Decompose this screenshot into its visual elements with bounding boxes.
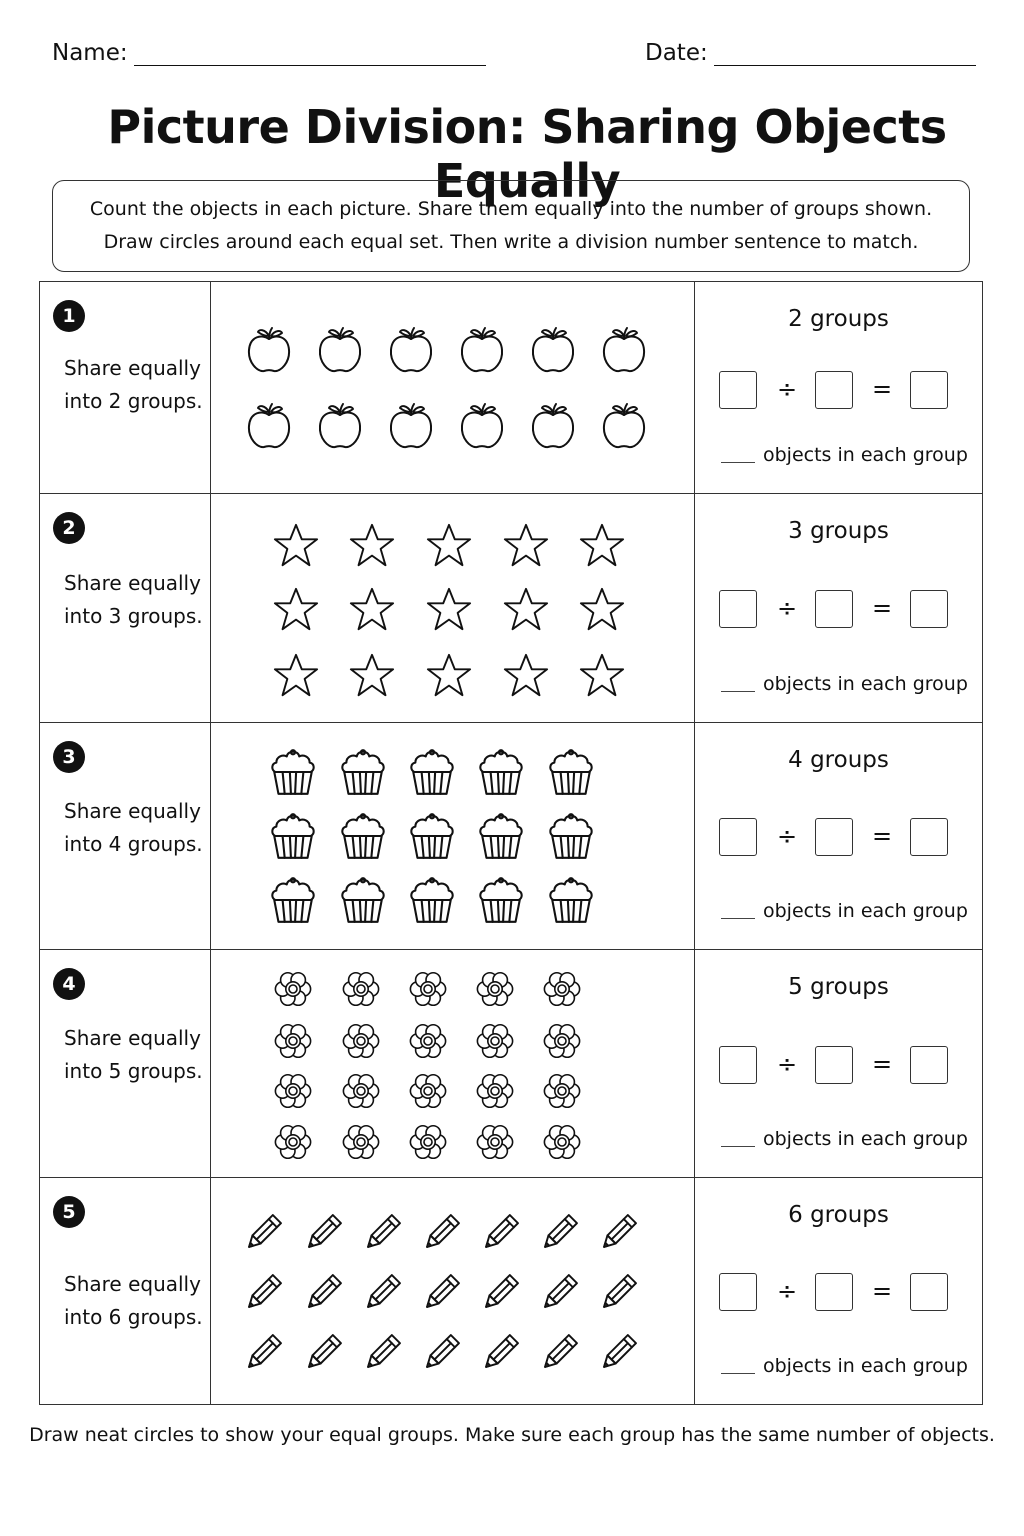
flower-icon <box>341 1122 381 1162</box>
star-icon <box>578 522 626 570</box>
flower-icon <box>273 1122 313 1162</box>
cupcake-icon <box>406 746 458 798</box>
answer-cell <box>695 1178 983 1405</box>
dividend-box[interactable] <box>719 1273 757 1311</box>
instruction-line-1: Share equally <box>64 571 201 595</box>
flower-icon <box>273 969 313 1009</box>
pencil-icon <box>536 1208 584 1256</box>
problem-row-4 <box>40 950 983 1178</box>
quotient-box[interactable] <box>910 1046 948 1084</box>
pencil-icon <box>595 1208 643 1256</box>
pencil-icon <box>240 1328 288 1376</box>
problem-instruction-cell <box>40 950 211 1178</box>
problem-instruction-cell <box>40 494 211 723</box>
problem-instruction <box>64 567 203 633</box>
star-icon <box>348 586 396 634</box>
flower-icon <box>408 1071 448 1111</box>
flower-icon <box>542 969 582 1009</box>
pencil-icon <box>300 1328 348 1376</box>
quotient-box[interactable] <box>910 1273 948 1311</box>
quotient-box[interactable] <box>910 371 948 409</box>
divide-sign: ÷ <box>776 822 798 850</box>
pencil-icon <box>240 1208 288 1256</box>
apple-icon <box>386 400 436 450</box>
pencil-icon <box>359 1328 407 1376</box>
apple-icon <box>244 324 294 374</box>
divisor-box[interactable] <box>815 818 853 856</box>
divisor-box[interactable] <box>815 371 853 409</box>
cupcake-icon <box>406 874 458 926</box>
star-icon <box>502 652 550 700</box>
objects-each-group <box>721 1128 968 1150</box>
pencil-icon <box>418 1208 466 1256</box>
star-icon <box>502 522 550 570</box>
apple-icon <box>528 400 578 450</box>
equals-sign: = <box>871 594 893 622</box>
flower-icon <box>341 969 381 1009</box>
problem-number-badge: 3 <box>53 741 85 773</box>
instruction-line-1: Share equally <box>64 799 201 823</box>
flower-icon <box>475 1122 515 1162</box>
problem-instruction-cell <box>40 282 211 494</box>
instruction-line-1: Share equally <box>64 1272 201 1296</box>
date-field[interactable] <box>645 40 976 66</box>
instructions-line-2: Draw circles around each equal set. Then write a division number sentence to match. <box>103 231 919 253</box>
star-icon <box>425 586 473 634</box>
picture-cell[interactable] <box>211 1178 695 1405</box>
dividend-box[interactable] <box>719 590 757 628</box>
name-line[interactable] <box>134 41 486 66</box>
pencil-icon <box>477 1328 525 1376</box>
pencil-icon <box>418 1328 466 1376</box>
pencil-icon <box>418 1268 466 1316</box>
apple-icon <box>599 324 649 374</box>
pencil-icon <box>595 1328 643 1376</box>
picture-area[interactable] <box>211 282 694 493</box>
picture-cell[interactable] <box>211 282 695 494</box>
picture-area[interactable] <box>211 494 694 722</box>
cupcake-icon <box>545 746 597 798</box>
star-icon <box>272 652 320 700</box>
instruction-line-1: Share equally <box>64 356 201 380</box>
apple-icon <box>315 324 365 374</box>
problem-number-badge: 1 <box>53 300 85 332</box>
pencil-icon <box>477 1268 525 1316</box>
instruction-line-2: into 4 groups. <box>64 832 203 856</box>
picture-area[interactable] <box>211 723 694 949</box>
cupcake-icon <box>475 874 527 926</box>
cupcake-icon <box>337 810 389 862</box>
picture-cell[interactable] <box>211 723 695 950</box>
objects-each-group-label: objects in each group <box>763 444 968 466</box>
problem-instruction <box>64 1022 203 1088</box>
flower-icon <box>542 1071 582 1111</box>
dividend-box[interactable] <box>719 1046 757 1084</box>
instruction-line-2: into 3 groups. <box>64 604 203 628</box>
flower-icon <box>341 1071 381 1111</box>
pencil-icon <box>359 1208 407 1256</box>
answer-blank[interactable] <box>721 1146 755 1147</box>
picture-cell[interactable] <box>211 494 695 723</box>
star-icon <box>425 652 473 700</box>
flower-icon <box>273 1021 313 1061</box>
cupcake-icon <box>545 874 597 926</box>
equals-sign: = <box>871 822 893 850</box>
star-icon <box>578 586 626 634</box>
flower-icon <box>408 1122 448 1162</box>
picture-cell[interactable] <box>211 950 695 1178</box>
pencil-icon <box>536 1268 584 1316</box>
name-field[interactable] <box>52 40 486 66</box>
problem-instruction <box>64 352 203 418</box>
flower-icon <box>475 1071 515 1111</box>
problem-instruction-cell <box>40 1178 211 1405</box>
groups-label: 3 groups <box>788 518 889 544</box>
cupcake-icon <box>267 874 319 926</box>
flower-icon <box>273 1071 313 1111</box>
objects-each-group-label: objects in each group <box>763 1355 968 1377</box>
problem-row-5 <box>40 1178 983 1405</box>
problem-instruction <box>64 1268 203 1334</box>
answer-blank[interactable] <box>721 691 755 692</box>
dividend-box[interactable] <box>719 818 757 856</box>
flower-icon <box>408 1021 448 1061</box>
problem-number-badge: 2 <box>53 512 85 544</box>
cupcake-icon <box>475 810 527 862</box>
pencil-icon <box>359 1268 407 1316</box>
star-icon <box>502 586 550 634</box>
instruction-line-1: Share equally <box>64 1026 201 1050</box>
page-title: Picture Division: Sharing Objects Equally <box>107 100 947 208</box>
divide-sign: ÷ <box>776 594 798 622</box>
problem-instruction <box>64 795 203 861</box>
divisor-box[interactable] <box>815 1046 853 1084</box>
pencil-icon <box>240 1268 288 1316</box>
flower-icon <box>542 1021 582 1061</box>
flower-icon <box>475 1021 515 1061</box>
objects-each-group <box>721 900 968 922</box>
objects-each-group <box>721 444 968 466</box>
instruction-line-2: into 6 groups. <box>64 1305 203 1329</box>
date-line[interactable] <box>714 41 976 66</box>
equals-sign: = <box>871 375 893 403</box>
cupcake-icon <box>337 746 389 798</box>
answer-cell <box>695 282 983 494</box>
flower-icon <box>475 969 515 1009</box>
date-label: Date: <box>645 40 708 66</box>
problem-instruction-cell <box>40 723 211 950</box>
equals-sign: = <box>871 1277 893 1305</box>
star-icon <box>425 522 473 570</box>
apple-icon <box>528 324 578 374</box>
cupcake-icon <box>545 810 597 862</box>
cupcake-icon <box>337 874 389 926</box>
dividend-box[interactable] <box>719 371 757 409</box>
divide-sign: ÷ <box>776 1050 798 1078</box>
quotient-box[interactable] <box>910 818 948 856</box>
instructions-box <box>52 180 970 272</box>
star-icon <box>348 652 396 700</box>
cupcake-icon <box>475 746 527 798</box>
objects-each-group-label: objects in each group <box>763 1128 968 1150</box>
pencil-icon <box>477 1208 525 1256</box>
footer-note: Draw neat circles to show your equal groups. Make sure each group has the same number of objects. <box>29 1424 995 1446</box>
problem-number-badge: 5 <box>53 1196 85 1228</box>
star-icon <box>272 586 320 634</box>
problem-row-3 <box>40 723 983 950</box>
objects-each-group <box>721 1355 968 1377</box>
instruction-line-2: into 2 groups. <box>64 389 203 413</box>
instruction-line-2: into 5 groups. <box>64 1059 203 1083</box>
divide-sign: ÷ <box>776 1277 798 1305</box>
problem-row-1 <box>40 282 983 494</box>
star-icon <box>272 522 320 570</box>
problems-table <box>39 281 983 1405</box>
flower-icon <box>341 1021 381 1061</box>
cupcake-icon <box>406 810 458 862</box>
objects-each-group-label: objects in each group <box>763 673 968 695</box>
cupcake-icon <box>267 746 319 798</box>
star-icon <box>348 522 396 570</box>
apple-icon <box>599 400 649 450</box>
pencil-icon <box>300 1208 348 1256</box>
divisor-box[interactable] <box>815 1273 853 1311</box>
star-icon <box>578 652 626 700</box>
groups-label: 6 groups <box>788 1202 889 1228</box>
apple-icon <box>315 400 365 450</box>
apple-icon <box>457 400 507 450</box>
divide-sign: ÷ <box>776 375 798 403</box>
answer-blank[interactable] <box>721 918 755 919</box>
instructions-line-1: Count the objects in each picture. Share them equally into the number of groups shown. <box>89 198 933 220</box>
quotient-box[interactable] <box>910 590 948 628</box>
picture-area[interactable] <box>211 1178 694 1404</box>
apple-icon <box>244 400 294 450</box>
flower-icon <box>408 969 448 1009</box>
equals-sign: = <box>871 1050 893 1078</box>
groups-label: 5 groups <box>788 974 889 1000</box>
picture-area[interactable] <box>211 950 694 1177</box>
name-label: Name: <box>52 40 128 66</box>
answer-blank[interactable] <box>721 462 755 463</box>
apple-icon <box>457 324 507 374</box>
answer-cell <box>695 950 983 1178</box>
pencil-icon <box>595 1268 643 1316</box>
pencil-icon <box>300 1268 348 1316</box>
answer-cell <box>695 723 983 950</box>
groups-label: 4 groups <box>788 747 889 773</box>
answer-cell <box>695 494 983 723</box>
groups-label: 2 groups <box>788 306 889 332</box>
cupcake-icon <box>267 810 319 862</box>
problem-number-badge: 4 <box>53 968 85 1000</box>
apple-icon <box>386 324 436 374</box>
pencil-icon <box>536 1328 584 1376</box>
objects-each-group <box>721 673 968 695</box>
problem-row-2 <box>40 494 983 723</box>
divisor-box[interactable] <box>815 590 853 628</box>
flower-icon <box>542 1122 582 1162</box>
answer-blank[interactable] <box>721 1373 755 1374</box>
objects-each-group-label: objects in each group <box>763 900 968 922</box>
